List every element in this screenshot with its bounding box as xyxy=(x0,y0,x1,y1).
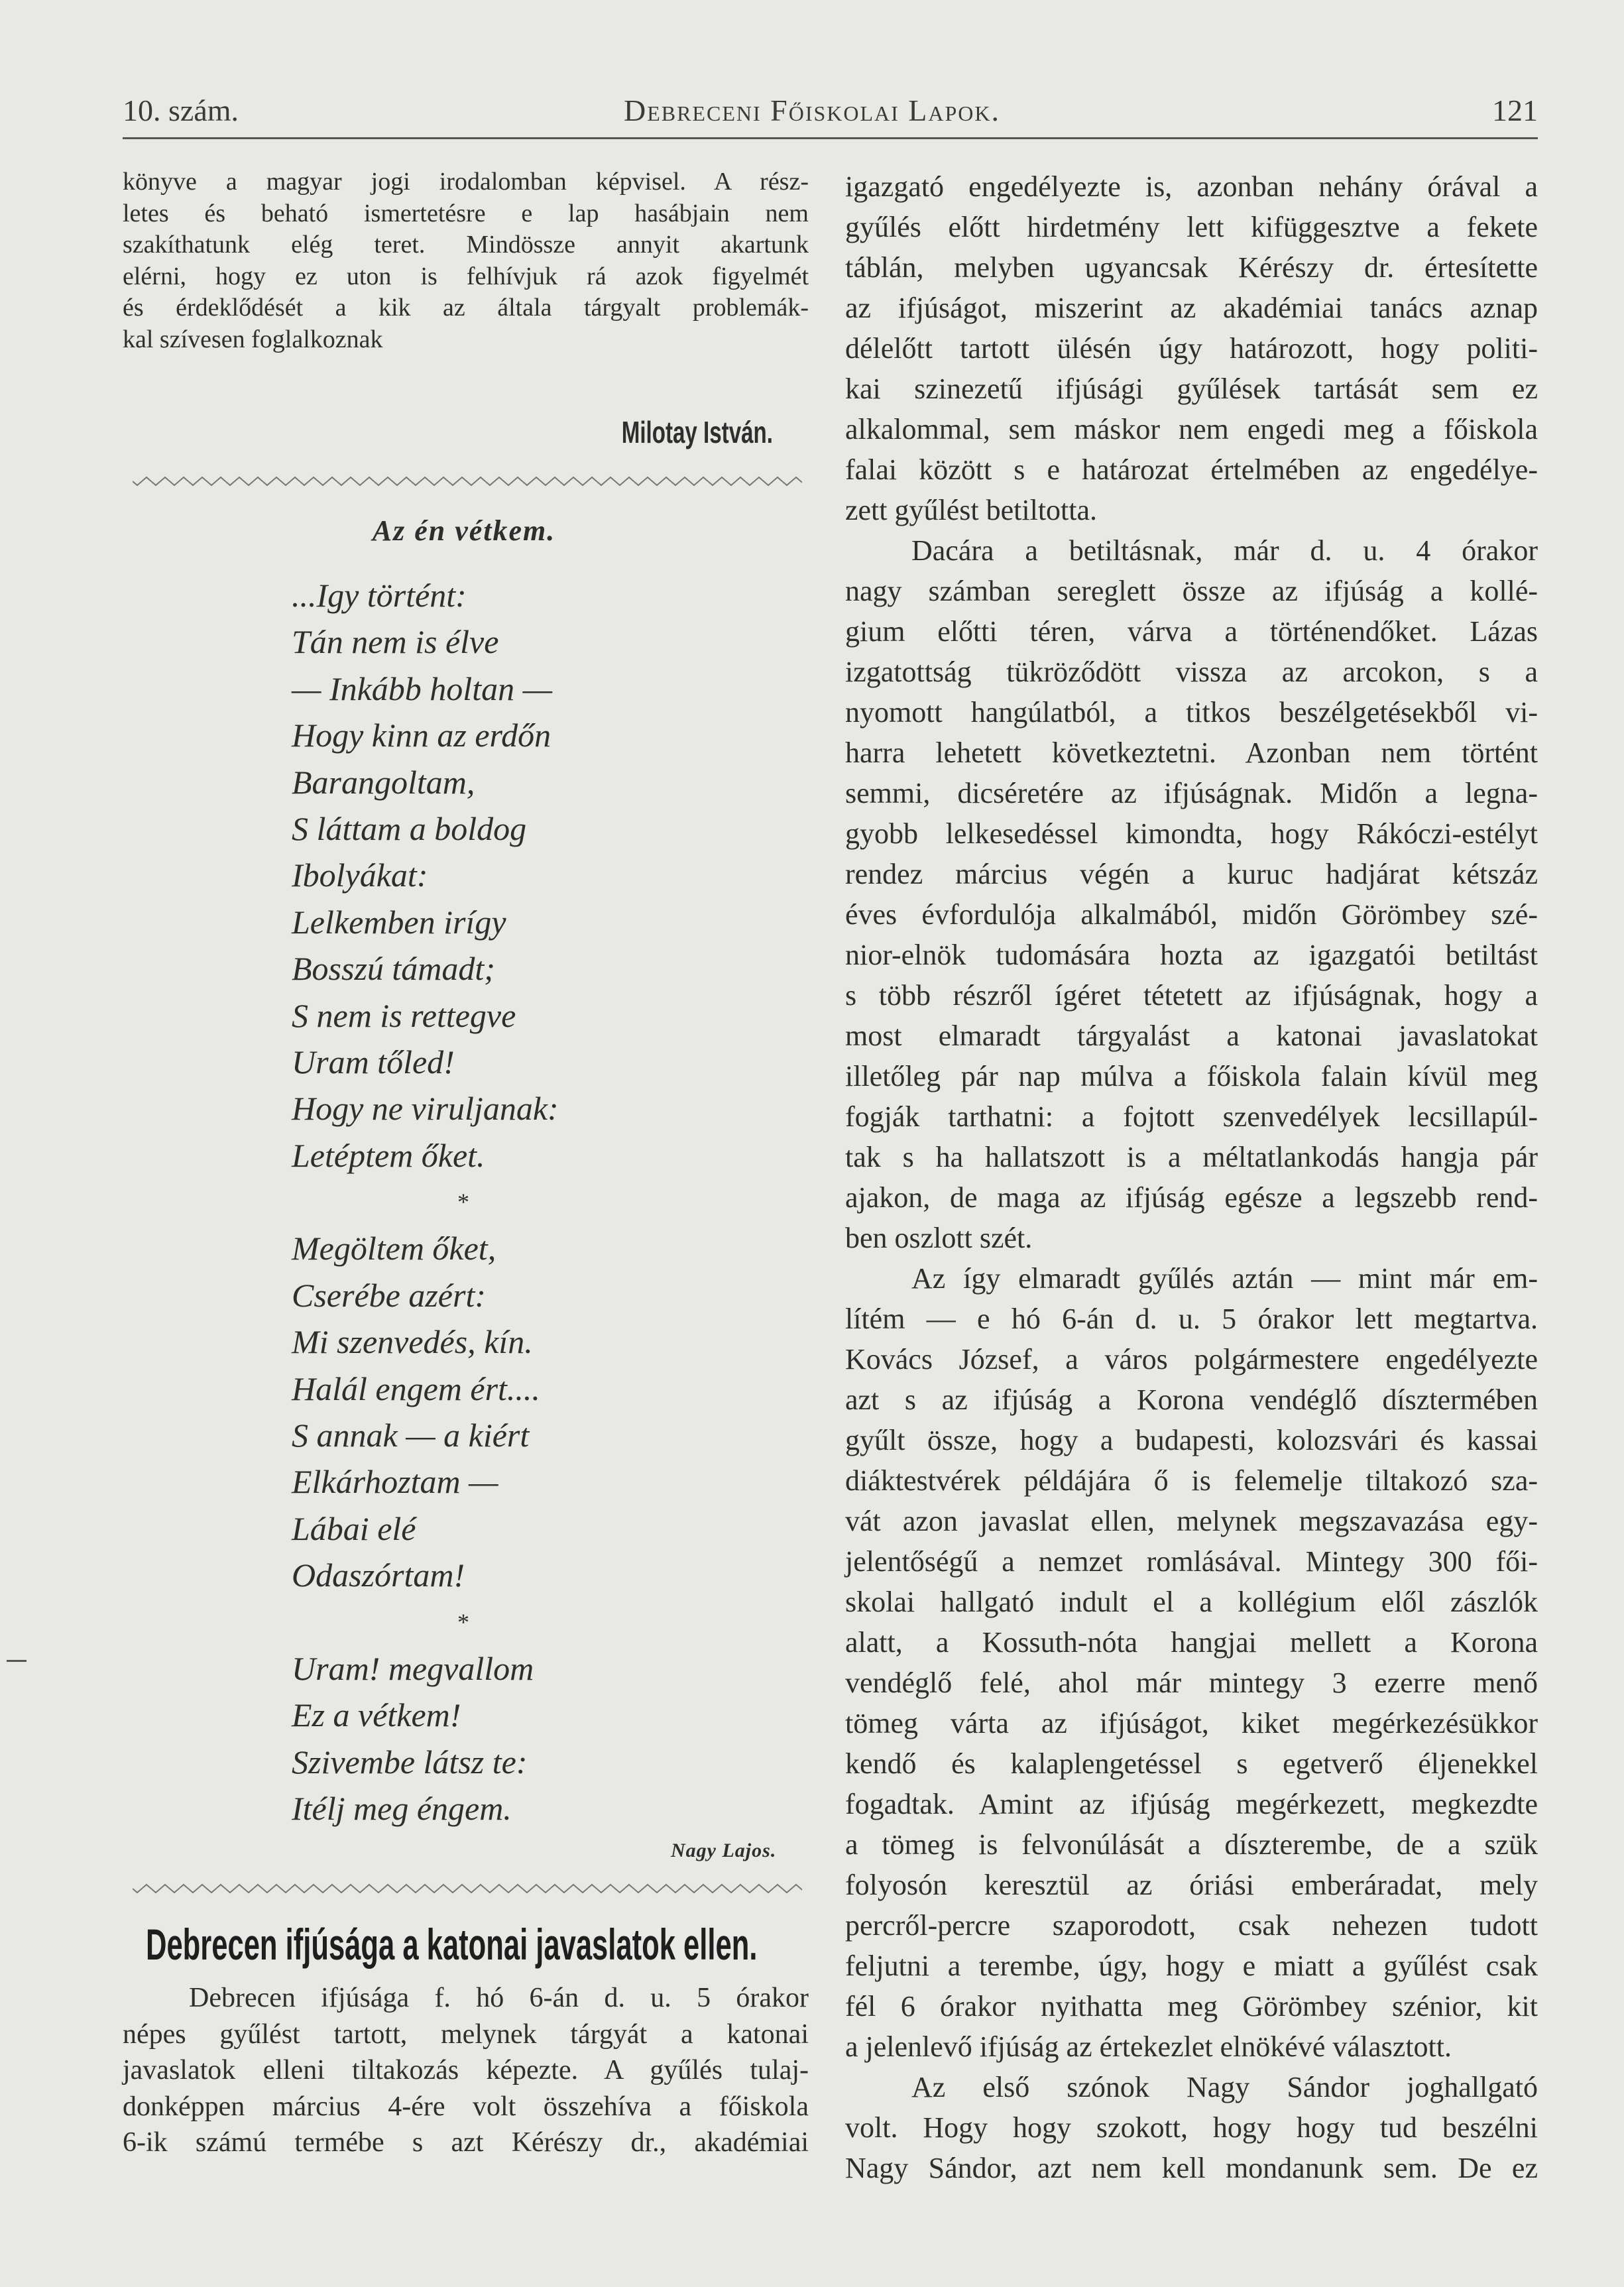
poem-line: Szivembe látsz te: xyxy=(292,1743,528,1781)
text-line: vát azon javaslat ellen, melynek megszavazása egy- xyxy=(845,1505,1538,1537)
stanza-separator: * xyxy=(457,1189,469,1216)
text-line: délelőtt tartott ülésén úgy határozott, hogy politi- xyxy=(845,332,1538,365)
text-line: zett gyűlést betiltotta. xyxy=(845,494,1098,526)
text-line: gyűlés előtt hirdetmény lett kifüggesztve a fekete xyxy=(845,211,1538,243)
text-line: a tömeg is felvonúlását a díszterembe, de a szük xyxy=(845,1828,1538,1861)
text-line: a jelenlevő ifjúság az értekezlet elnökévé választott. xyxy=(845,2030,1452,2063)
text-line: gium előtti téren, várva a történendőket. Lázas xyxy=(845,615,1538,648)
text-line: ben oszlott szét. xyxy=(845,1222,1033,1254)
text-line: fogják tarthatni: a fojtott szenvedélyek lecsillapúl- xyxy=(845,1100,1538,1133)
text-line: igazgató engedélyezte is, azonban nehány órával a xyxy=(845,170,1538,203)
text-line: most elmaradt tárgyalást a katonai javaslatokat xyxy=(845,1020,1538,1052)
poem-line: Hogy ne viruljanak: xyxy=(292,1090,559,1128)
text-line: az ifjúságot, miszerint az akadémiai tanács aznap xyxy=(845,292,1538,324)
text-line: s több részről ígéret tétetett az ifjúságnak, hogy a xyxy=(845,979,1538,1012)
poem-line: S nem is rettegve xyxy=(292,996,516,1034)
scan-edge-mark xyxy=(7,1660,27,1662)
poem-line: Letéptem őket. xyxy=(292,1136,485,1174)
text-line: Az első szónok Nagy Sándor joghallgató xyxy=(911,2071,1538,2103)
text-line: nagy számban sereglett össze az ifjúság a kollé- xyxy=(845,575,1538,607)
text-line: skolai hallgató indult el a kollégium elől zászlók xyxy=(845,1586,1538,1618)
text-line: izgatottság tükröződött vissza az arcokon, s a xyxy=(845,656,1538,688)
poem-line: Tán nem is élve xyxy=(292,623,499,661)
poem-line: Itélj meg éngem. xyxy=(292,1790,512,1828)
text-line: szakíthatunk elég teret. Mindössze annyit akartunk xyxy=(123,231,809,259)
poem-line: Mi szenvedés, kín. xyxy=(292,1323,533,1361)
poem-line: Lábai elé xyxy=(292,1509,416,1547)
text-line: elérni, hogy ez uton is felhívjuk rá azok figyelmét xyxy=(123,262,809,290)
wavy-divider xyxy=(133,1882,802,1895)
text-line: gyobb lelkesedéssel kimondta, hogy Rákóczi-estélyt xyxy=(845,817,1538,850)
text-line: tömeg várta az ifjúságot, kiket megérkezésükkor xyxy=(845,1707,1538,1739)
text-line: alatt, a Kossuth-nóta hangjai mellett a Korona xyxy=(845,1626,1538,1659)
text-line: letes és beható ismertetésre e lap hasábjain nem xyxy=(123,199,809,227)
poem-title: Az én vétkem. xyxy=(372,514,556,547)
text-line: Kovács József, a város polgármestere engedélyezte xyxy=(845,1343,1538,1376)
article-body-right xyxy=(845,166,1538,2188)
article-headline xyxy=(146,1919,773,1969)
text-line: falai között s e határozat értelmében az engedélye- xyxy=(845,453,1538,486)
text-line: vendéglő felé, ahol már mintegy 3 ezerre menő xyxy=(845,1667,1538,1699)
poem-line: Bosszú támadt; xyxy=(292,950,495,988)
text-line: kai szinezetű ifjúsági gyűlések tartását sem ez xyxy=(845,373,1538,405)
stanza-separator: * xyxy=(457,1608,469,1635)
poem-line: Odaszórtam! xyxy=(292,1556,465,1594)
text-line: percről-percre szaporodott, csak nehezen tudott xyxy=(845,1909,1538,1942)
text-line: jelentőségű a nemzet romlásával. Mintegy 300 fői- xyxy=(845,1545,1538,1578)
text-line: könyve a magyar jogi irodalomban képvisel. A rész- xyxy=(123,168,809,196)
poem-line: Elkárhoztam — xyxy=(292,1463,498,1501)
text-line: tak s ha hallatszott is a méltatlankodás hangja pár xyxy=(845,1141,1538,1173)
text-line: feljutni a terembe, úgy, hogy e miatt a gyűlést csak xyxy=(845,1950,1538,1982)
poem-line: Barangoltam, xyxy=(292,763,475,801)
text-line: kal szívesen foglalkoznak xyxy=(123,325,383,353)
poem-line: Ez a vétkem! xyxy=(292,1696,461,1734)
poem-line: Hogy kinn az erdőn xyxy=(292,717,551,754)
article-headline-text: Debrecen ifjúsága a katonai javaslatok ellen. xyxy=(146,1920,758,1969)
text-line: nior-elnök tudomására hozta az igazgatói betiltást xyxy=(845,939,1538,971)
poem-line: S láttam a boldog xyxy=(292,809,527,847)
text-line: népes gyűlést tartott, melynek tárgyát a katonai xyxy=(123,2019,809,2050)
text-line: diáktestvérek példájára ő is felemelje tiltakozó sza- xyxy=(845,1464,1538,1497)
poem-line: Cserébe azért: xyxy=(292,1276,486,1314)
text-line: kendő és kalaplengetéssel s egetverő éljenekkel xyxy=(845,1747,1538,1780)
text-line: javaslatok elleni tiltakozás képezte. A gyűlés tulaj- xyxy=(123,2055,809,2086)
text-line: Dacára a betiltásnak, már d. u. 4 órakor xyxy=(911,534,1538,567)
text-line: gyűlt össze, hogy a budapesti, kolozsvári és kassai xyxy=(845,1424,1538,1456)
text-line: azt s az ifjúság a Korona vendéglő dísztermében xyxy=(845,1383,1538,1416)
text-line: volt. Hogy hogy szokott, hogy hogy tud beszélni xyxy=(845,2111,1538,2144)
text-line: fél 6 órakor nyithatta meg Görömbey szénior, kit xyxy=(845,1990,1538,2023)
poem-line: Uram tőled! xyxy=(292,1043,455,1081)
poem-line: S annak — a kiért xyxy=(292,1417,530,1454)
text-line: folyosón keresztül az óriási emberáradat, mely xyxy=(845,1869,1538,1901)
text-line: harra lehetett következtetni. Azonban nem történt xyxy=(845,736,1538,769)
text-line: Debrecen ifjúsága f. hó 6-án d. u. 5 órakor xyxy=(189,1983,809,2013)
poem-signature: Nagy Lajos. xyxy=(671,1840,777,1861)
poem-line: Uram! megvallom xyxy=(292,1649,534,1687)
text-line: Nagy Sándor, azt nem kell mondanunk sem. De ez xyxy=(845,2152,1538,2184)
author-signature: Milotay István. xyxy=(621,415,773,449)
text-line: 6-ik számú termébe s azt Kérészy dr., akadémiai xyxy=(123,2127,809,2158)
poem-body xyxy=(292,572,559,1832)
wavy-divider xyxy=(133,475,802,488)
poem-line: Megöltem őket, xyxy=(292,1230,496,1267)
text-line: alkalommal, sem máskor nem engedi meg a főiskola xyxy=(845,413,1538,445)
issue-number: 10. szám. xyxy=(123,93,239,127)
text-line: nyomott hangúlatból, a titkos beszélgetésekből vi- xyxy=(845,696,1538,729)
text-line: lítém — e hó 6-án d. u. 5 órakor lett megtartva. xyxy=(845,1303,1538,1335)
article-body-left xyxy=(123,1980,809,2161)
newspaper-title: Debreceni Főiskolai Lapok. xyxy=(623,93,1001,127)
text-line: donképpen március 4-ére volt összehíva a főiskola xyxy=(123,2091,809,2122)
text-line: éves évfordulója alkalmából, midőn Görömbey szé- xyxy=(845,898,1538,931)
poem-line: Halál engem ért.... xyxy=(292,1370,540,1407)
page-number: 121 xyxy=(1492,93,1538,127)
text-line: illetőleg pár nap múlva a főiskola falain kívül meg xyxy=(845,1060,1538,1092)
text-line: semmi, dicséretére az ifjúságnak. Midőn a legna- xyxy=(845,777,1538,809)
text-line: ajakon, de maga az ifjúság egésze a legszebb rend- xyxy=(845,1181,1538,1214)
poem-line: Ibolyákat: xyxy=(292,856,428,894)
text-line: rendez március végén a kuruc hadjárat kétszáz xyxy=(845,858,1538,890)
text-line: és érdeklődését a kik az általa tárgyalt problemák- xyxy=(123,294,809,322)
poem-line: ...Igy történt: xyxy=(292,577,467,614)
header-rule xyxy=(123,137,1538,139)
poem-line: Lelkemben irígy xyxy=(292,903,506,941)
text-line: Az így elmaradt gyűlés aztán — mint már em- xyxy=(911,1262,1538,1295)
text-line: fogadtak. Amint az ifjúság megérkezett, megkezdte xyxy=(845,1788,1538,1820)
text-line: táblán, melyben ugyancsak Kérészy dr. értesítette xyxy=(845,251,1538,284)
article-continuation xyxy=(123,166,809,356)
poem-line: — Inkább holtan — xyxy=(292,670,553,707)
